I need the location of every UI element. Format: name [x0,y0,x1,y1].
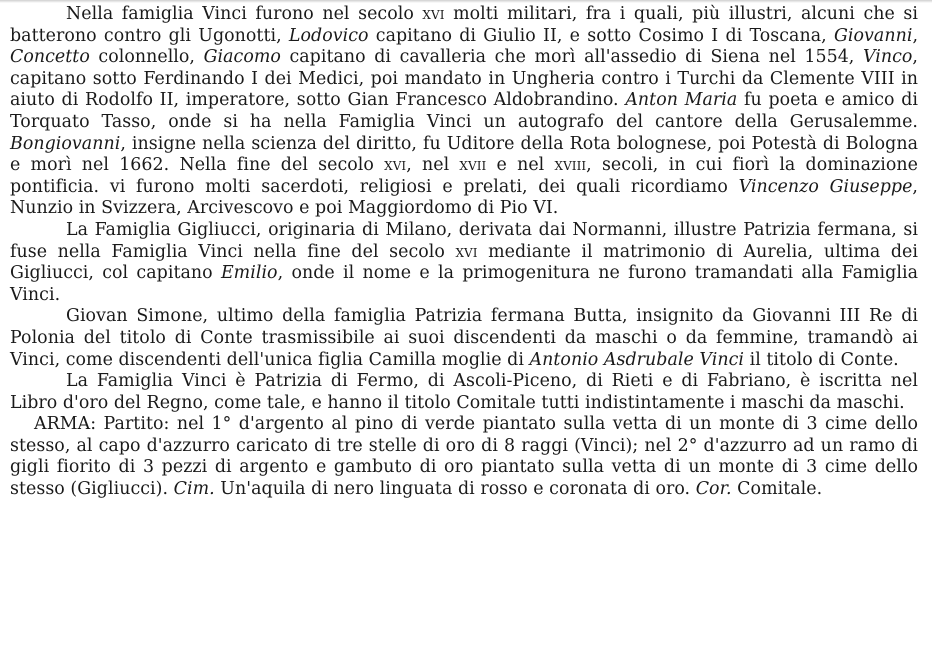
text-run: colonnello, [89,47,204,68]
italic-name: Lodovico [288,25,369,46]
text-run: Nella famiglia Vinci furono nel secolo [66,4,423,24]
italic-name: Giacomo [203,47,281,68]
text-run: , onde il nome e la primogenitura ne furono tramandati alla Famiglia Vinci. [10,263,918,305]
text-run: Giovan Simone, ultimo della famiglia Patrizia fermana Butta, insignito da Giovanni III Re di Polonia del titolo di Conte trasmissibile ai suoi discendenti da maschi o da femmine, tramandò ai Vinci, come discendenti dell'unica figlia Camilla moglie di [10,306,918,370]
text-run: Un'aquila di nero linguata di rosso e coronata di oro. [214,479,696,500]
roman-numeral: xvii [459,155,487,176]
italic-name: Concetto [10,47,90,68]
roman-numeral: xviii [554,155,587,176]
paragraph-militari [10,4,918,220]
text-run: , insigne nella scienza del diritto, fu Uditore della Rota bolognese, poi Potestà di Bologna e morì nel 1662. Nella fine del secolo [10,133,918,176]
italic-name: Bongiovanni [10,133,121,154]
text-run: molti militari, fra i quali, più illustri, alcuni che si batterono contro gli Ugonotti, [10,4,918,46]
cropped-previous-line [0,0,932,3]
italic-name: Giovanni [833,25,913,46]
text-run: La Famiglia Gigliucci, originaria di Milano, derivata dai Normanni, illustre Patrizia fermana, si fuse nella Famiglia Vinci nella fine del secolo [10,219,918,262]
text-run: Comitale. [731,479,823,500]
text-run: fu poeta e amico di Torquato Tasso, onde si ha nella Famiglia Vinci un autografo del cantore della Gerusalemme. [10,90,918,132]
text-run: , nel [406,155,460,176]
roman-numeral: xvi [422,4,445,24]
italic-name: Emilio [220,263,278,284]
italic-name: Cim. [173,479,215,500]
italic-name: Vinco [862,47,913,68]
text-run: , secoli, in cui fiorì la dominazione pontificia. vi furono molti sacerdoti, religiosi e prelati, dei quali ricordiamo [10,155,919,197]
roman-numeral: xvi [384,155,407,176]
text-body [10,4,918,501]
paragraph-butta [10,306,918,371]
paragraph-arma [10,414,918,500]
text-run: La Famiglia Vinci è Patrizia di Fermo, di Ascoli-Piceno, di Rieti e di Fabriano, è iscritta nel Libro d'oro del Regno, come tale, e hanno il titolo Comitale tutti indistintamente i maschi da maschi. [10,371,918,413]
text-run: capitano di cavalleria che morì all'assedio di Siena nel 1554, [280,47,863,68]
text-run: , [912,25,919,46]
paragraph-gigliucci [10,220,918,306]
italic-name: Cor. [695,479,732,500]
roman-numeral: xvi [455,241,478,262]
text-run: e nel [486,155,555,176]
italic-name: Vincenzo Giuseppe [738,176,913,197]
paragraph-patrizia [10,371,918,414]
text-run: mediante il matrimonio di Aurelia, ultima dei Gigliucci, col capitano [10,241,918,284]
text-run: , Nunzio in Svizzera, Arcivescovo e poi Maggiordomo di Pio VI. [10,176,918,219]
text-run: capitano di Giulio II, e sotto Cosimo I di Toscana, [368,25,834,46]
italic-name: Antonio Asdrubale Vinci [529,349,744,370]
text-run: ARMA: Partito: nel 1° d'argento al pino di verde piantato sulla vetta di un monte di 3 cime dello stesso, al capo d'azzurro caricato di tre stelle di oro di 8 raggi (Vinci); nel 2° d'azzurro ad un ramo di gigli fiorito di 3 pezzi di argento e gambuto di oro piantato sulla vetta di un monte di 3 cime dello stesso (Gigliucci). [10,414,918,500]
text-run: , capitano sotto Ferdinando I dei Medici, poi mandato in Ungheria contro i Turchi da Clemente VIII in aiuto di Rodolfo II, imperatore, sotto Gian Francesco Aldobrandino. [10,47,918,111]
text-run: il titolo di Conte. [744,349,899,370]
italic-name: Anton Maria [625,90,738,111]
